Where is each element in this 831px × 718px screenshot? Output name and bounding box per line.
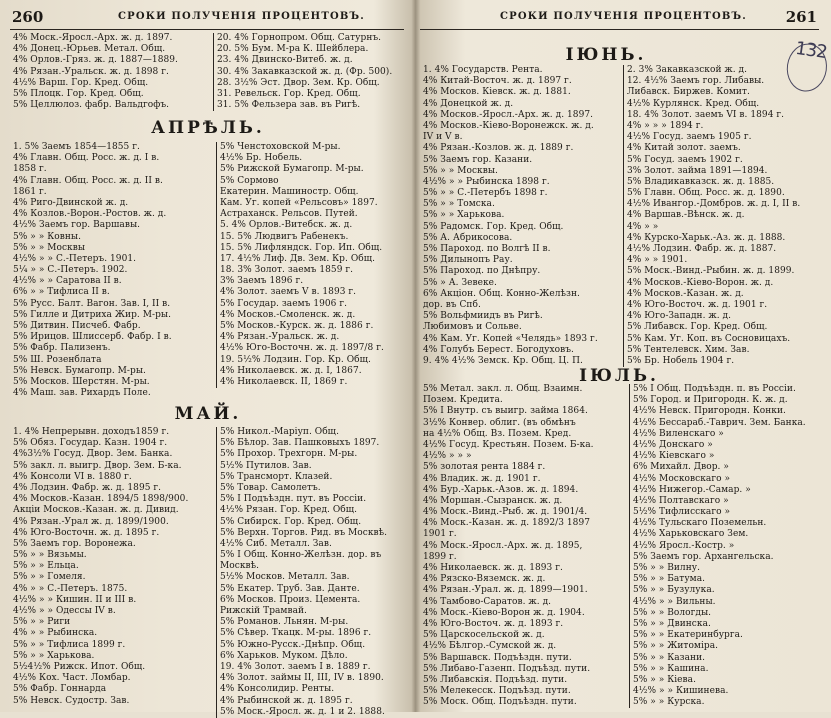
ledger-entry: 5% Заемъ гор. Архангельска. xyxy=(633,551,774,562)
ledger-entry: 4½% Бессараб.-Таврич. Зем. Банка. xyxy=(633,417,806,428)
ledger-entry: 5% Ш. Розенблата xyxy=(13,354,102,365)
ledger-entry: 4% Москов.-Кіево-Воронежск. ж. д. xyxy=(423,120,594,131)
ledger-entry: 28. 3½% Эст. Двор. Зем. Кр. Общ. xyxy=(217,77,380,88)
ledger-entry: 4% Москов.-Казан. ж. д. xyxy=(627,288,744,299)
carryover-col1 xyxy=(10,33,210,111)
ledger-entry: 4% Моск.-Кіево-Ворон ж. д. 1904. xyxy=(423,607,585,618)
ledger-entry: 4% Рязан.-Урал ж. д. 1899/1900. xyxy=(13,516,169,527)
ledger-entry: 5% Сѣвер. Ткацк. М-ры. 1896 г. xyxy=(220,628,372,639)
ledger-entry: 5¼ » » С.-Петеръ. 1902. xyxy=(13,265,128,276)
ledger-entry: 1. 4% Непрерывн. доходъ1859 г. xyxy=(13,427,170,437)
ledger-entry: 5% Госуд. заемъ 1902 г. xyxy=(627,154,743,165)
april-heading: АПРѢЛЬ. xyxy=(151,118,265,138)
ledger-entry: 1899 г. xyxy=(423,551,457,562)
ledger-entry: 4% Москов.-Смоленск. ж. д. xyxy=(220,309,356,320)
ledger-entry: 5% Дитвин. Писчеб. Фабр. xyxy=(13,321,141,331)
ledger-entry: 5% » » Двинска. xyxy=(633,618,711,629)
ledger-entry: Астраханск. Рельсов. Путей. xyxy=(220,209,358,220)
ledger-entry: 4% Тамбово-Саратов. ж. д. xyxy=(423,596,552,607)
ledger-entry: IV и V в. xyxy=(423,132,463,143)
ledger-entry: дор. въ Спб. xyxy=(423,299,481,310)
ledger-entry: 4% Рязан.-Уральск. ж. д. xyxy=(220,332,340,343)
ledger-entry: 4½% Полтавскаго » xyxy=(633,495,729,506)
ledger-entry: 4% » » » 1894 г. xyxy=(627,120,704,131)
ledger-entry: 1. 4% Государств. Рента. xyxy=(423,65,543,75)
ledger-entry: 5% » » Риги xyxy=(13,617,71,628)
july-col1 xyxy=(420,384,626,708)
ledger-entry: 5% Государ. заемъ 1906 г. xyxy=(220,298,348,309)
ledger-entry: 4½% Заемъ гор. Варшавы. xyxy=(13,220,141,231)
ledger-entry: 4% Моск.-Яросл.-Арх. ж. д. 1897. xyxy=(13,33,173,43)
ledger-entry: 4% Рязско-Вяземск. ж. д. xyxy=(423,574,546,585)
ledger-entry: 5% Москов.-Курск. ж. д. 1886 г. xyxy=(220,321,374,331)
ledger-entry: 15. 5% Лифляндск. Гор. Ип. Общ. xyxy=(220,242,383,253)
ledger-entry: 4% Бур.-Харьк.-Азов. ж. д. 1894. xyxy=(423,484,579,495)
ledger-entry: 5% » » Екатеринбурга. xyxy=(633,630,743,641)
ledger-entry: 5% Бр. Нобель 1904 г. xyxy=(627,355,735,366)
ledger-entry: 5% Сибирск. Гор. Кред. Общ. xyxy=(220,516,362,527)
ledger-entry: 4½% » » » xyxy=(423,451,472,462)
ledger-entry: 4% » » Рыбинска. xyxy=(13,628,98,639)
ledger-entry: 4½% » » С.-Петеръ. 1901. xyxy=(13,253,137,264)
ledger-entry: Екатерин. Машиностр. Общ. xyxy=(220,186,359,197)
ledger-entry: 4% Юго-Восточ. ж. д. 1893 г. xyxy=(423,618,564,629)
ledger-entry: 5% » » Томска. xyxy=(423,199,495,210)
ledger-entry: 4% Владик. ж. д. 1901 г. xyxy=(423,473,541,484)
ledger-entry: 4% Донец.-Юрьев. Метал. Общ. xyxy=(13,44,166,55)
ledger-entry: 4½% » » Кишинева. xyxy=(633,686,729,697)
ledger-entry: 4% Николаевск. ж. д. 1893 г. xyxy=(423,563,563,573)
ledger-entry: 5% Обяз. Государ. Казн. 1904 г. xyxy=(13,438,168,449)
ledger-entry: 4% » » xyxy=(627,221,659,232)
ledger-entry: 6% Акціон. Общ. Конно-Желѣзн. xyxy=(423,288,580,299)
ledger-entry: 4½% » » Вильны. xyxy=(633,596,716,607)
handwritten-number: 132 xyxy=(794,37,828,64)
ledger-entry: 5% » » С.-Петербъ 1898 г. xyxy=(423,188,548,199)
ledger-entry: Акціи Москов.-Казан. ж. д. Дивид. xyxy=(13,505,179,516)
ledger-entry: 5% Фабр. Гоннарда xyxy=(13,684,107,695)
ledger-entry: 4% Москов.-Яросл.-Арх. ж. д. 1897. xyxy=(423,109,594,120)
ledger-entry: 5% I Общ. Подъѣздн. п. въ Россіи. xyxy=(633,384,796,394)
july-heading: ІЮЛЬ. xyxy=(579,366,659,386)
ledger-entry: 4% Николаевск. ж. д. I, 1867. xyxy=(220,365,362,376)
ledger-entry: 4% Моршан.-Сызранск. ж. д. xyxy=(423,495,563,506)
ledger-entry: 4% Москов. Кіевск. ж. д. 1881. xyxy=(423,87,571,98)
ledger-entry: 5% Екатер. Труб. Зав. Данте. xyxy=(220,583,360,594)
ledger-entry: 4% Лодзин. Фабр. ж. д. 1895 г. xyxy=(13,482,162,493)
april-section xyxy=(10,114,406,399)
ledger-entry: 5% » » Вязьмы. xyxy=(13,550,87,561)
carryover-section xyxy=(10,31,406,111)
ledger-entry: 4% Курско-Харьк.-Аз. ж. д. 1888. xyxy=(627,232,786,243)
ledger-entry: 5% Южно-Русск.-Днѣпр. Общ. xyxy=(220,639,366,650)
ledger-entry: 4% Рязан.-Козлов. ж. д. 1889 г. xyxy=(423,143,574,154)
ledger-entry: 9. 4% 4½% Земск. Кр. Общ. Ц. П. xyxy=(423,355,583,366)
ledger-entry: 3% Заемъ 1896 г. xyxy=(220,276,304,287)
ledger-entry: 4½% » » Кишин. II и III в. xyxy=(13,594,137,605)
ledger-entry: 5% Гилле и Дитриха Жир. М-ры. xyxy=(13,309,172,320)
ledger-entry: 18. 4% Золот. заемъ VI в. 1894 г. xyxy=(627,109,785,120)
ledger-entry: Либавск. Биржев. Комит. xyxy=(627,87,750,98)
ledger-entry: 4½% Донскаго » xyxy=(633,439,713,450)
ledger-entry: 23. 4% Двинско-Витеб. ж. д. xyxy=(217,55,353,66)
ledger-entry: 4½% Госуд. Крестьян. Позем. Б-ка. xyxy=(423,439,594,450)
ledger-entry: 4½% Нижегор.-Самар. » xyxy=(633,484,751,495)
ledger-entry: 5% » » Бузулука. xyxy=(633,585,715,596)
ledger-entry: 5% Сормово xyxy=(220,175,279,186)
ledger-entry: 5% Метал. закл. л. Общ. Взаимн. xyxy=(423,384,583,394)
ledger-entry: 5% Вольфмиидъ въ Ригѣ. xyxy=(423,311,543,322)
ledger-entry: 4% » » С.-Петеръ. 1875. xyxy=(13,583,128,594)
ledger-entry: 5% Прохор. Трехгорн. М-ры. xyxy=(220,449,358,460)
ledger-entry: 5% золотая рента 1884 г. xyxy=(423,462,546,473)
ledger-entry: 4% Золот. заемъ V в. 1893 г. xyxy=(220,287,357,298)
ledger-entry: 19. 5½% Лодзин. Гор. Кр. Общ. xyxy=(220,354,371,365)
ledger-entry: 4% Моск.-Винд.-Рыб. ж. д. 1901/4. xyxy=(423,507,588,518)
ledger-entry: 4% Юго-Восточ. ж. д. 1901 г. xyxy=(627,299,768,310)
ledger-entry: 4½% Ивангор.-Домбров. ж. д. I, II в. xyxy=(627,199,801,210)
june-col2 xyxy=(623,65,801,367)
ledger-entry: 12. 4½% Заемъ гор. Либавы. xyxy=(627,76,765,87)
left-page xyxy=(0,0,412,717)
ledger-entry: 4½% » » Саратова II в. xyxy=(13,276,122,287)
ledger-entry: 3½% Конвер. облиг. (въ обмѣнъ xyxy=(423,417,576,428)
ledger-entry: 5% Плоцк. Гор. Кред. Общ. xyxy=(13,88,144,99)
ledger-entry: на 4½% Общ. Вз. Позем. Кред. xyxy=(423,428,572,439)
ledger-entry: 5½% Москов. Металл. Зав. xyxy=(220,572,350,583)
ledger-entry: 5% Либавск. Гор. Кред. Общ. xyxy=(627,322,768,333)
ledger-entry: 5% Никол.-Марiуп. Общ. xyxy=(220,427,340,437)
ledger-entry: Позем. Кредита. xyxy=(423,395,503,406)
june-section xyxy=(420,31,801,366)
may-col2 xyxy=(216,427,407,718)
ledger-entry: 5% » » Батума. xyxy=(633,574,706,585)
ledger-entry: 5% » » Вилну. xyxy=(633,563,701,573)
ledger-entry: 5½% Тифлисскаго » xyxy=(633,507,731,518)
ledger-entry: 1858 г. xyxy=(13,164,47,175)
ledger-entry: 6% Харьков. Муком. Дѣло. xyxy=(220,650,348,661)
ledger-entry: 5½4½% Рижск. Ипот. Общ. xyxy=(13,661,146,672)
ledger-entry: 20. 5% Бум. М-ра К. Шейблера. xyxy=(217,44,369,55)
ledger-entry: 4½% Бр. Нобель. xyxy=(220,153,303,164)
ledger-entry: 4% Китай-Восточ. ж. д. 1897 г. xyxy=(423,76,572,87)
ledger-entry: 4% Золот. займы II, III, IV в. 1890. xyxy=(220,673,384,684)
ledger-entry: 5% » » Ельца. xyxy=(13,561,79,572)
ledger-entry: 5% Кам. Уг. Коп. въ Сосновицахъ. xyxy=(627,333,791,344)
ledger-entry: 5% Моск.-Яросл. ж. д. 1 и 2. 1888. xyxy=(220,706,385,717)
ledger-entry: 4½% Юго-Восточн. ж. д. 1897/8 г. xyxy=(220,343,384,354)
ledger-entry: 4% Донецкой ж. д. xyxy=(423,98,514,109)
ledger-entry: 4%3½% Госуд. Двор. Зем. Банка. xyxy=(13,449,173,460)
ledger-entry: 4½% » » Одессы IV в. xyxy=(13,606,116,616)
ledger-entry: 5% Ирицов. Шлиссерб. Фабр. I в. xyxy=(13,332,172,343)
ledger-entry: 3% Золот. займа 1891—1894. xyxy=(627,165,768,176)
ledger-entry: 4½% Сиб. Металл. Зав. xyxy=(220,538,332,549)
ledger-entry: 5% » » Харькова. xyxy=(13,650,95,661)
ledger-entry: 4% Кам. Уг. Копей «Челядь» 1893 г. xyxy=(423,333,598,344)
left-page-title: СРОКИ ПОЛУЧЕНІЯ ПРОЦЕНТОВЪ. xyxy=(118,11,365,22)
ledger-entry: 4½% Харьковскаго Зем. xyxy=(633,529,749,540)
ledger-entry: 4% Риго-Двинской ж. д. xyxy=(13,197,129,208)
ledger-entry: 5% Моск.-Винд.-Рыбин. ж. д. 1899. xyxy=(627,266,795,277)
ledger-entry: 5% Русс. Балт. Вагон. Зав. I, II в. xyxy=(13,298,171,309)
ledger-entry: 5% » » Вологды. xyxy=(633,607,712,618)
ledger-entry: 5% Товар. Самолетъ. xyxy=(220,482,321,493)
ledger-entry: 4% Рязан.-Урал. ж. д. 1899—1901. xyxy=(423,585,588,596)
left-header-rule xyxy=(10,29,404,30)
ledger-entry: 5% Рижской Бумагопр. М-ры. xyxy=(220,164,364,175)
ledger-entry: 5% » » Гомеля. xyxy=(13,572,86,583)
ledger-entry: 4½% Кіевскаго » xyxy=(633,451,715,462)
ledger-entry: 5% Москов. Шерстян. М-ры. xyxy=(13,376,150,387)
ledger-entry: Любимовъ и Сольве. xyxy=(423,322,522,333)
july-col2 xyxy=(629,384,819,708)
ledger-entry: 4% Юго-Восточн. ж. д. 1895 г. xyxy=(13,527,160,538)
ledger-entry: 4% Китай золот. заемъ. xyxy=(627,143,741,154)
ledger-entry: 4½% Варш. Гор. Кред. Общ. xyxy=(13,77,149,88)
ledger-entry: 5% » » Кашина. xyxy=(633,663,709,674)
ledger-entry: 20. 4% Горнопром. Общ. Сатурнъ. xyxy=(217,33,382,43)
ledger-entry: 5. 4% Орлов.-Витебск. ж. д. xyxy=(220,220,353,231)
april-col1 xyxy=(10,142,213,399)
ledger-entry: 5% I Подъѣздн. пут. въ Россіи. xyxy=(220,494,367,505)
ledger-entry: 4½% Московскаго » xyxy=(633,473,731,484)
ledger-entry: 5% Верхн. Торгов. Рид. въ Москвѣ. xyxy=(220,527,388,538)
right-page xyxy=(414,0,831,712)
ledger-entry: 5% Трансморт. Клазей. xyxy=(220,471,333,482)
ledger-entry: 1901 г. xyxy=(423,529,457,540)
ledger-entry: 5% » » Тифлиса 1899 г. xyxy=(13,639,126,650)
ledger-entry: 4% Рязан.-Уральск. ж. д. 1898 г. xyxy=(13,66,169,77)
ledger-entry: 5% » » Ковны. xyxy=(13,231,81,242)
ledger-entry: 5% Заемъ гор. Казани. xyxy=(423,154,533,165)
ledger-entry: 5% закл. л. выигр. Двор. Зем. Б-ка. xyxy=(13,460,182,471)
carryover-col2 xyxy=(213,33,407,111)
may-section xyxy=(10,398,406,717)
handwritten-annotation xyxy=(789,38,830,96)
ledger-entry: 4½% Кох. Част. Ломбар. xyxy=(13,673,131,684)
ledger-entry: 5% А. Абрикосова. xyxy=(423,232,513,243)
ledger-entry: 5% » » Житоміра. xyxy=(633,641,719,652)
june-heading: ІЮНЬ. xyxy=(565,45,647,65)
ledger-entry: 6% Москов. Произ. Цемента. xyxy=(220,594,361,605)
ledger-entry: 5% Целлюлоз. фабр. Вальдгофъ. xyxy=(13,100,170,111)
ledger-entry: 4% Моск.-Казан. ж. д. 1892/3 1897 xyxy=(423,518,591,529)
ledger-entry: Москвѣ. xyxy=(220,561,260,572)
right-page-header xyxy=(414,8,831,28)
ledger-entry: 4% Главн. Общ. Росс. ж. д. I в. xyxy=(13,153,160,164)
ledger-entry: 5% Моск. Общ. Подъѣздн. пути. xyxy=(423,697,577,708)
ledger-entry: 4% Москов.-Казан. 1894/5 1898/900. xyxy=(13,494,189,505)
ledger-entry: 4% Рыбинской ж. д. 1895 г. xyxy=(220,695,353,706)
ledger-entry: 5% » » Москвы. xyxy=(423,165,498,176)
left-page-header xyxy=(0,8,412,28)
ledger-entry: 15. 5% Людвигъ Рабенекъ. xyxy=(220,231,349,242)
june-col1 xyxy=(420,65,620,367)
ledger-entry: 5% Ченстоховской М-ры. xyxy=(220,142,341,152)
ledger-entry: 4½% Яросл.-Костр. » xyxy=(633,540,735,551)
ledger-entry: 19. 4% Золот. заемъ I в. 1889 г. xyxy=(220,661,371,672)
ledger-entry: 5% » А. Зевеке. xyxy=(423,277,497,288)
ledger-entry: 5% Невск. Бумагопр. М-ры. xyxy=(13,365,146,376)
ledger-entry: 4½% Рязан. Гор. Кред. Общ. xyxy=(220,505,358,516)
ledger-entry: 5% Царскосельской ж. д. xyxy=(423,630,545,641)
right-header-rule xyxy=(420,29,819,30)
left-page-number: 260 xyxy=(12,8,44,26)
ledger-entry: 1. 5% Заемъ 1854—1855 г. xyxy=(13,142,140,152)
ledger-entry: 4½% Невск. Пригородн. Конки. xyxy=(633,406,786,417)
right-page-title: СРОКИ ПОЛУЧЕНІЯ ПРОЦЕНТОВЪ. xyxy=(500,11,747,22)
ledger-entry: 4½% Виленскаго » xyxy=(633,428,724,439)
ledger-entry: 5% Либаво-Газенп. Подъѣзд. пути. xyxy=(423,663,591,674)
ledger-entry: 5% » » Харькова. xyxy=(423,210,505,221)
ledger-entry: 4% Москов.-Кіево-Ворон. ж. д. xyxy=(627,277,774,288)
ledger-entry: 30. 4% Закавказской ж. д. (Фр. 500). xyxy=(217,66,393,77)
ledger-entry: 4% Маш. зав. Рихардъ Поле. xyxy=(13,388,151,399)
ledger-entry: 5% I Внутр. съ выигр. займа 1864. xyxy=(423,406,588,417)
ledger-entry: 31. 5% Фельзера зав. въ Ригѣ. xyxy=(217,100,361,111)
ledger-entry: 5% Варшавск. Подъѣздн. пути. xyxy=(423,652,572,663)
ledger-entry: 5% » » Курска. xyxy=(633,697,705,708)
ledger-entry: 5% Бѣлор. Зав. Пашковыхъ 1897. xyxy=(220,438,380,449)
ledger-entry: 4½% Тульскаго Поземельн. xyxy=(633,518,767,529)
ledger-entry: 1861 г. xyxy=(13,186,47,197)
ledger-entry: 5% Фабр. Пализенъ. xyxy=(13,343,111,354)
ledger-entry: 5% I Общ. Конно-Желѣзн. дор. въ xyxy=(220,550,382,561)
may-heading: МАЙ. xyxy=(174,404,242,424)
ledger-entry: 4% Козлов.-Ворон.-Ростов. ж. д. xyxy=(13,209,167,220)
ledger-entry: 6% » » Тифлиса II в. xyxy=(13,287,110,298)
july-section xyxy=(420,362,818,710)
may-col1 xyxy=(10,427,213,707)
ledger-entry: 5% » » Казани. xyxy=(633,652,706,663)
ledger-entry: 4½% Лодзин. Фабр. ж. д. 1887. xyxy=(627,244,777,254)
ledger-entry: 4% Орлов.-Гряз. ж. д. 1887—1889. xyxy=(13,55,178,66)
ledger-entry: 5% Радомск. Гор. Кред. Общ. xyxy=(423,221,564,232)
right-page-number: 261 xyxy=(785,8,817,26)
ledger-entry: Кам. Уг. копей «Рельсовъ» 1897. xyxy=(220,197,378,208)
ledger-entry: 5% Владикавказск. ж. д. 1885. xyxy=(627,176,775,187)
ledger-entry: 5% Пароход. по Днѣпру. xyxy=(423,266,541,277)
ledger-entry: 4½% Бѣлгор.-Сумской ж. д. xyxy=(423,641,557,652)
ledger-entry: 5% » » Москвы xyxy=(13,242,86,253)
ledger-entry: 5% Дилынопъ Рау. xyxy=(423,255,513,266)
ledger-entry: 6% Михайл. Двор. » xyxy=(633,462,729,473)
ledger-entry: 4% Юго-Западн. ж. д. xyxy=(627,311,732,322)
ledger-entry: 5% Главн. Общ. Росс. ж. д. 1890. xyxy=(627,188,785,199)
ledger-entry: 5% Невск. Судостр. Зав. xyxy=(13,695,130,706)
ledger-entry: 5% Тентелевск. Хим. Зав. xyxy=(627,344,750,355)
ledger-entry: 4% Консоли VI в. 1880 г. xyxy=(13,471,132,482)
ledger-entry: 2. 3% Закавказской ж. д. xyxy=(627,65,748,75)
ledger-entry: 5% Город. и Пригородн. К. ж. д. xyxy=(633,395,788,406)
ledger-entry: 5% » » Кіева. xyxy=(633,674,696,685)
ledger-entry: 4½% » » Рыбинска 1898 г. xyxy=(423,176,550,187)
ledger-entry: 17. 4½% Лиф. Дв. Зем. Кр. Общ. xyxy=(220,253,376,264)
ledger-entry: 4% Консолидир. Ренты. xyxy=(220,684,335,695)
ledger-entry: 5½% Путилов. Зав. xyxy=(220,460,312,471)
ledger-entry: 4% Моск.-Яросл.-Арх. ж. д. 1895, xyxy=(423,540,583,551)
ledger-entry: 4½% Курлянск. Кред. Общ. xyxy=(627,98,760,109)
ledger-entry: 5% Мелекесск. Подъѣзд. пути. xyxy=(423,686,571,697)
ledger-entry: 5% Пароход. по Волгѣ II в. xyxy=(423,244,551,254)
ledger-entry: 4% Главн. Общ. Росс. ж. д. II в. xyxy=(13,175,163,186)
ledger-entry: 4% » » 1901. xyxy=(627,255,688,266)
ledger-entry: 4% Голубъ Берест. Богодуховъ. xyxy=(423,344,574,355)
ledger-entry: Рижскій Трамвай. xyxy=(220,606,307,616)
ledger-entry: 5% Романов. Льнян. М-ры. xyxy=(220,617,349,628)
ledger-entry: 5% Либавскія. Подъѣзд. пути. xyxy=(423,674,568,685)
ledger-entry: 4% Николаевск. II, 1869 г. xyxy=(220,376,348,387)
april-col2 xyxy=(216,142,407,388)
ledger-entry: 4% Варшав.-Вѣнск. ж. д. xyxy=(627,210,745,221)
ledger-entry: 31. Ревельск. Гор. Кред. Общ. xyxy=(217,88,361,99)
ledger-entry: 5% Заемъ гор. Воронежа. xyxy=(13,538,136,549)
ledger-entry: 18. 3% Золот. заемъ 1859 г. xyxy=(220,265,354,276)
ledger-entry: 4½% Госуд. заемъ 1905 г. xyxy=(627,132,752,143)
